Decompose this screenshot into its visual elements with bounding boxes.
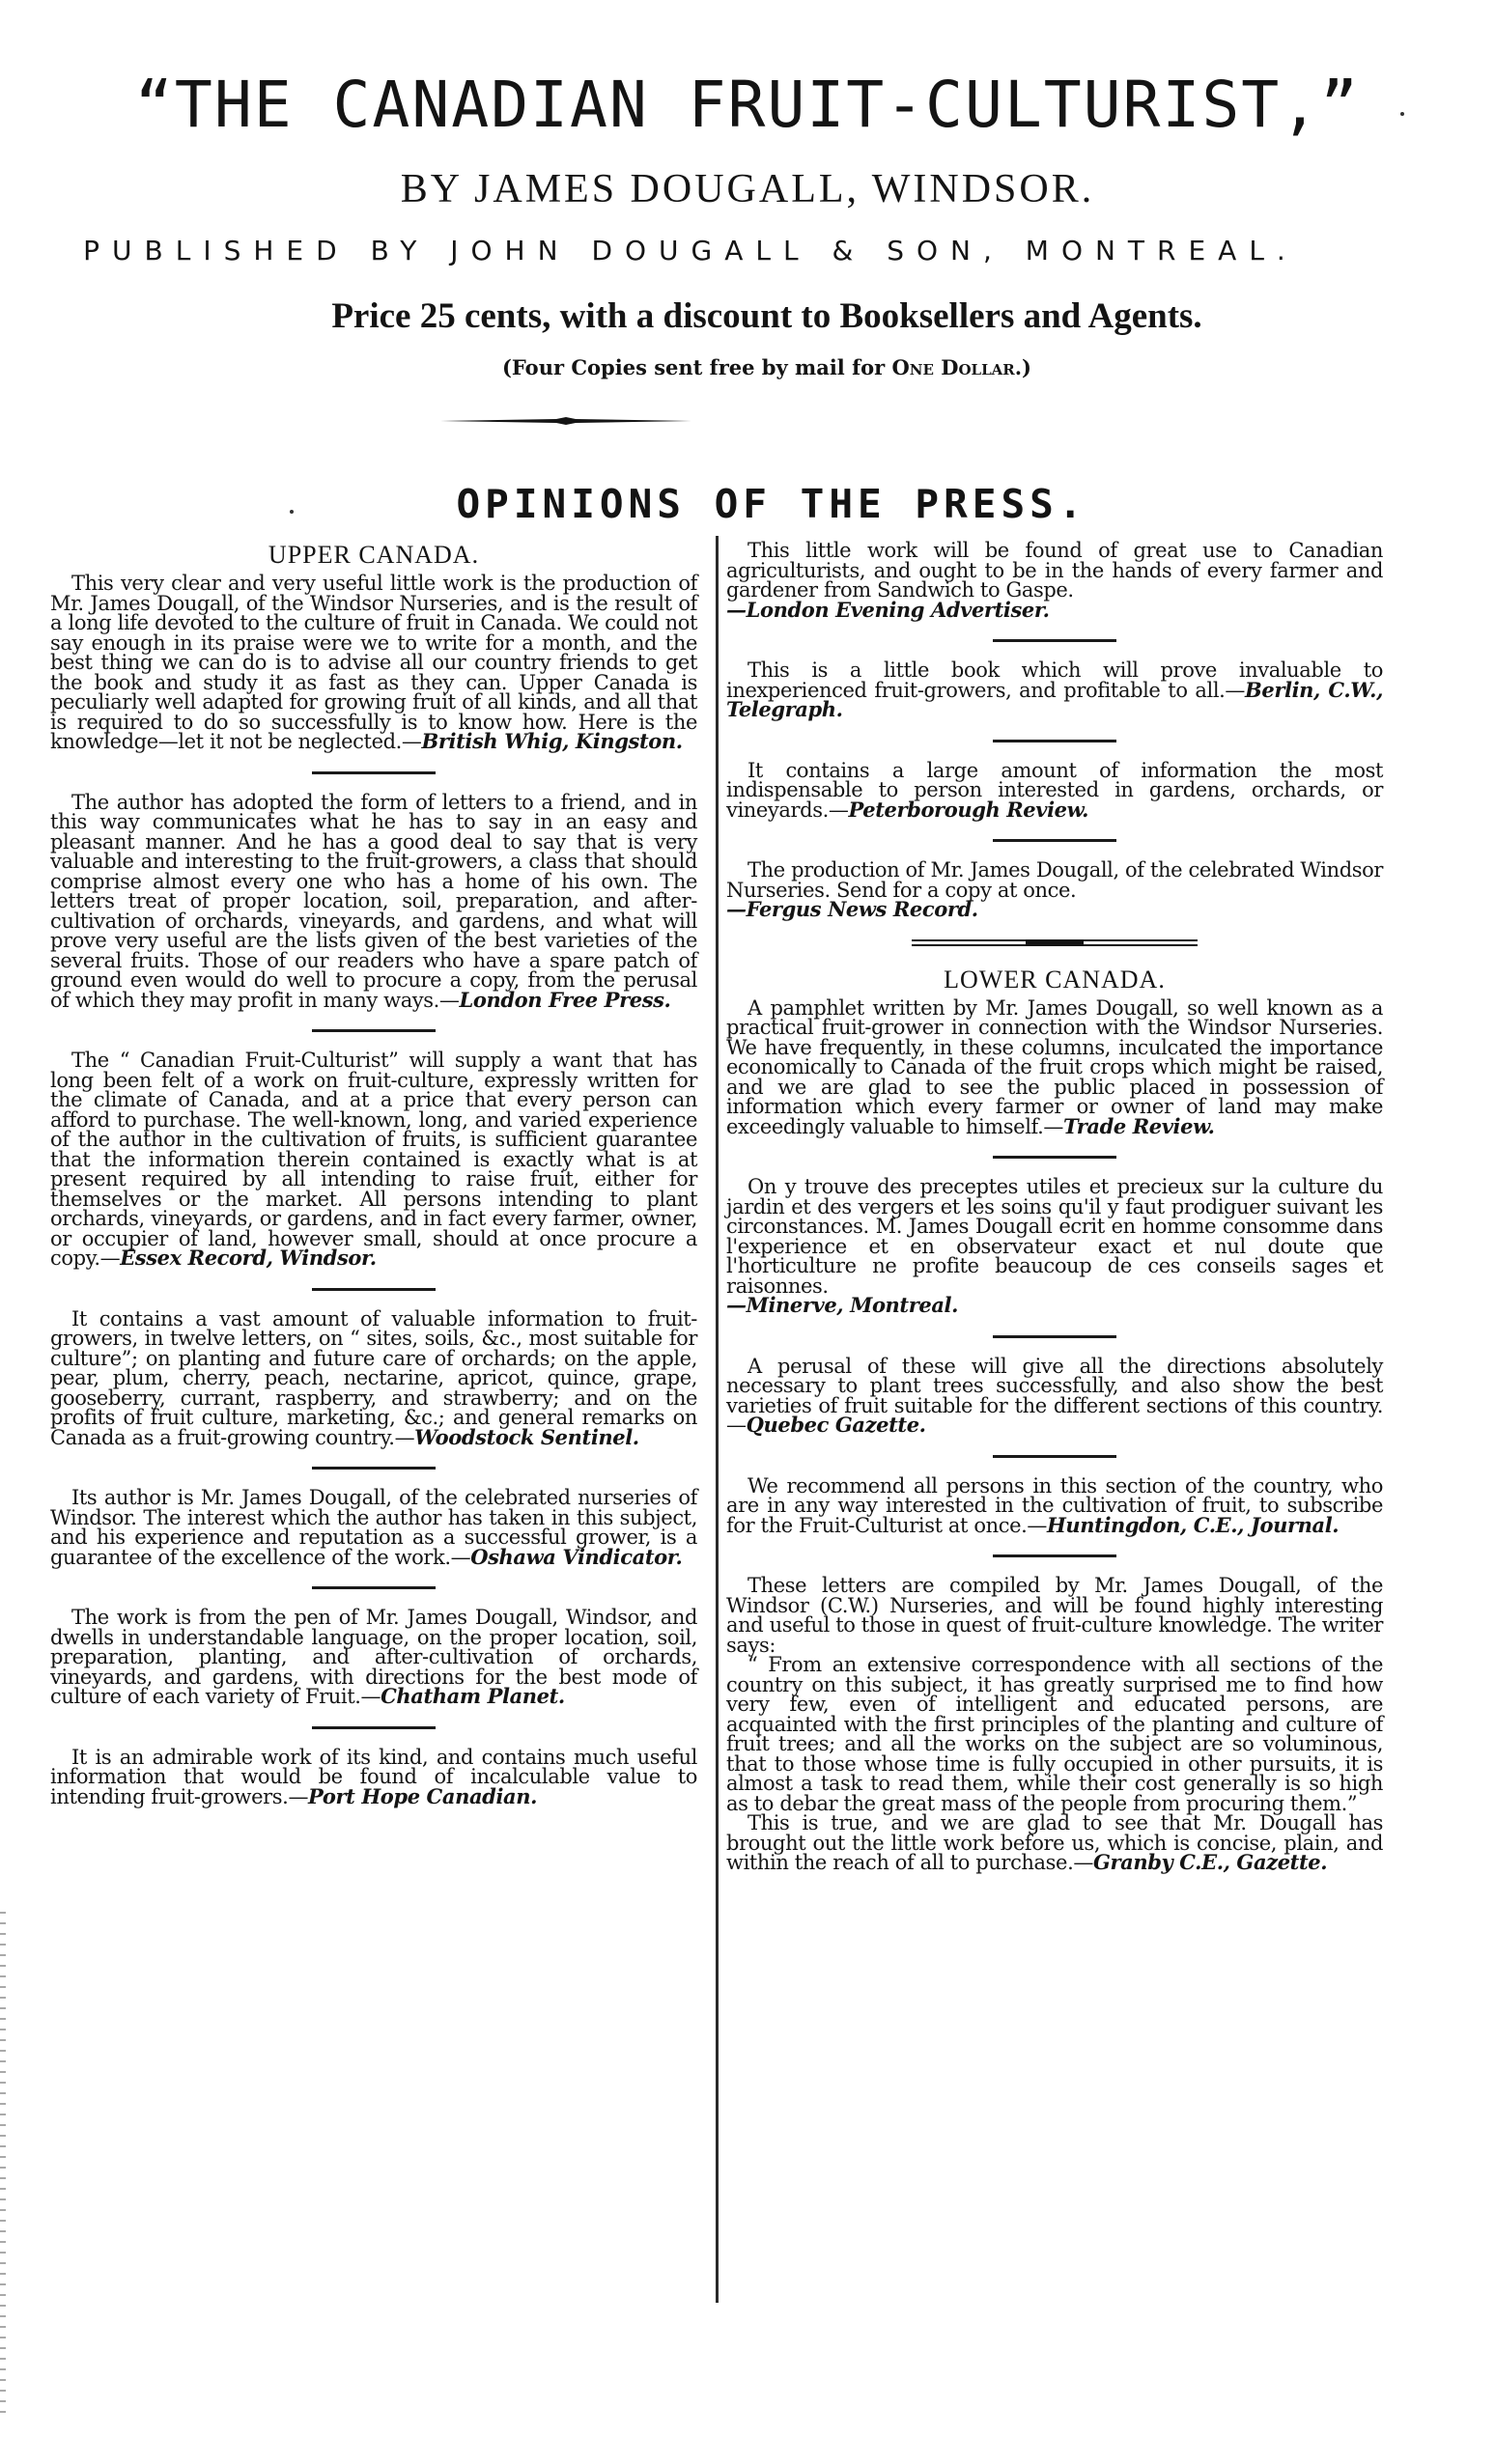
- section-divider: [912, 939, 1198, 946]
- review-source: —Fergus News Record.: [726, 897, 978, 921]
- review-text: The “ Canadian Fruit-Culturist” will supply a want that has long been felt of a work on fruit-culture, expressly written for the climate of Canada, and at a price that every person can afford to purchase. The well-known, long, and varied experience of the author in the cultivation of fruits, is sufficient guarantee that the information therein contained is exactly what is at present required by all intending to raise fruit, either for themselves or the market. All persons intending to plant orchards, vineyards, or gardens, and in fact every farmer, owner, or occupier of land, however small, should at once procure a copy.—: [50, 1049, 697, 1270]
- review-source: Huntingdon, C.E., Journal.: [1046, 1512, 1340, 1537]
- copies-suffix: .): [1014, 355, 1031, 379]
- price-line: Price 25 cents, with a discount to Booksellers and Agents.: [331, 296, 1202, 336]
- review-source: London Free Press.: [459, 987, 671, 1012]
- divider: [312, 1726, 436, 1729]
- review-text: This is a little book which will prove invaluable to inexperienced fruit-growers, and profitable to all.—: [726, 658, 1383, 702]
- review-text: On y trouve des preceptes utiles et precieux sur la culture du jardin et des vergers et les soins qu'il y faut prodiguer suivant les circonstances. M. James Dougall ecrit en homme consomme dans l'experience et en observateur exact et nul doute que l'horticulture ne profite beaucoup de ces conseils sages et raisonnes.: [726, 1175, 1383, 1298]
- author-byline: BY JAMES DOUGALL, WINDSOR.: [400, 167, 1095, 211]
- review-source: Oshawa Vindicator.: [470, 1544, 683, 1569]
- copies-amount: One Dollar: [891, 355, 1015, 379]
- review-text: This is true, and we are glad to see that Mr. Dougall has brought out the little work before us, which is concise, plain, and within the reach of all to purchase.—: [726, 1811, 1383, 1874]
- divider: [312, 1029, 436, 1032]
- ink-speck: [1400, 112, 1404, 116]
- divider: [312, 1467, 436, 1470]
- divider: [312, 1288, 436, 1291]
- review-oshawa-vindicator: [50, 1488, 697, 1567]
- divider: [993, 740, 1116, 742]
- review-granby-closing: [726, 1813, 1383, 1873]
- review-british-whig: [50, 574, 697, 752]
- review-text: It contains a vast amount of valuable information to fruit-growers, in twelve letters, on “ sites, soils, &c., most suitable for culture”; on planting and future care of orchards; on the apple, pear, plum, cherry, peach, nectarine, apricot, quince, grape, gooseberry, currant, raspberry, and strawberry; and on the profits of fruit culture, marketing, &c.; and general remarks on Canada as a fruit-growing country.—: [50, 1306, 697, 1449]
- copies-note: [19, 355, 1495, 379]
- review-text: The work is from the pen of Mr. James Dougall, Windsor, and dwells in understandable language, on the proper location, soil, preparation, planting, and after-cultivation of orchards, vineyards, and gardens, with directions for the best mode of culture of each variety of Fruit.—: [50, 1606, 697, 1708]
- review-text: We recommend all persons in this section of the country, who are in any way interested in the cultivation of fruit, to subscribe for the Fruit-Culturist at once.—: [726, 1473, 1383, 1537]
- section-title: OPINIONS OF THE PRESS.: [456, 481, 1087, 527]
- divider: [312, 771, 436, 774]
- review-text: It is an admirable work of its kind, and contains much useful information that would be found of incalculable value to intending fruit-growers.—: [50, 1745, 697, 1808]
- column-divider: [716, 536, 719, 2303]
- review-source: —London Evening Advertiser.: [726, 597, 1050, 622]
- divider: [993, 639, 1116, 642]
- publisher-line: PUBLISHED BY JOHN DOUGALL & SON, MONTREAL.: [83, 235, 1298, 266]
- review-text: A perusal of these will give all the directions absolutely necessary to plant trees successfully, and also show the best varieties of fruit suitable for the different sections of this country.—: [726, 1354, 1383, 1437]
- page-title: “THE CANADIAN FRUIT-CULTURIST,”: [135, 68, 1360, 142]
- review-chatham-planet: [50, 1608, 697, 1707]
- review-source: Granby C.E., Gazette.: [1092, 1850, 1328, 1874]
- divider: [993, 1335, 1116, 1338]
- upper-canada-heading: UPPER CANADA.: [268, 541, 480, 569]
- review-text: A pamphlet written by Mr. James Dougall, so well known as a practical fruit-grower in connection with the Windsor Nurseries. We have frequently, in these columns, inculcated the importance economically to Canada of the fruit crops which might be raised, and we are glad to see the public placed in possession of information which every farmer or owner of land may make exceedingly valuable to himself.—: [726, 995, 1383, 1138]
- divider: [312, 1586, 436, 1589]
- review-granby-quote: [726, 1655, 1383, 1813]
- review-text: The production of Mr. James Dougall, of the celebrated Windsor Nurseries. Send for a copy at once.: [726, 858, 1383, 902]
- review-text: It contains a large amount of information the most indispensable to person interested in gardens, orchards, or vineyards.—: [726, 758, 1383, 822]
- review-text: Its author is Mr. James Dougall, of the celebrated nurseries of Windsor. The interest which the author has taken in this subject, and his experience and reputation as a successful grower, is a guarantee of the excellence of the work.—: [50, 1486, 697, 1569]
- divider: [993, 1455, 1116, 1458]
- review-source: Quebec Gazette.: [746, 1413, 926, 1437]
- review-minerve: [726, 1177, 1383, 1316]
- review-source: British Whig, Kingston.: [421, 729, 683, 753]
- scan-edge-marks: [0, 1912, 6, 2414]
- review-source: Essex Record, Windsor.: [120, 1246, 377, 1270]
- ink-speck: [290, 510, 294, 514]
- review-london-evening-advertiser: [726, 541, 1383, 620]
- review-trade-review: [726, 995, 1383, 1138]
- review-text: The author has adopted the form of letters to a friend, and in this way communicates what he has to say in an easy and pleasant manner. And he has a good deal to say that is very valuable and interesting to the fruit-growers, a class that should comprise almost every one who has a home of his own. The letters treat of proper location, soil, preparation, and after-cultivation of orchards, vineyards, and gardens, and what will prove very useful are the lists given of the best varieties of the several fruits. Those of our readers who have a spare patch of ground even would do well to procure a copy, from the perusal of which they may profit in many ways.—: [50, 790, 697, 1012]
- review-source: Port Hope Canadian.: [308, 1783, 538, 1808]
- review-source: —Minerve, Montreal.: [726, 1293, 959, 1317]
- review-essex-record: [50, 1050, 697, 1269]
- review-woodstock-sentinel: [50, 1306, 697, 1449]
- review-source: Berlin, C.W., Telegraph.: [726, 677, 1383, 721]
- review-quebec-gazette: [726, 1354, 1383, 1437]
- review-source: Chatham Planet.: [381, 1684, 565, 1708]
- review-granby-intro: [726, 1576, 1383, 1655]
- review-text: These letters are compiled by Mr. James Dougall, of the Windsor (C.W.) Nurseries, and will be found highly interesting and useful to those in quest of fruit-culture knowledge. The writer says:: [726, 1574, 1383, 1657]
- review-text: This very clear and very useful little work is the production of Mr. James Dougall, of the Windsor Nurseries, and is the result of a long life devoted to the culture of fruit in Canada. We could not say enough in its praise were we to write for a month, and the best thing we can do is to advise all our country friends to get the book and study it as fast as they can. Upper Canada is peculiarly well adapted for growing fruit of all kinds, and all that is required to do so successfully is to know how. Here is the knowledge—let it not be neglected.—: [50, 572, 697, 753]
- review-text: This little work will be found of great use to Canadian agriculturists, and ought to be in the hands of every farmer and gardener from Sandwich to Gaspe.: [726, 539, 1383, 602]
- review-london-free-press: [50, 790, 697, 1012]
- quoted-passage: “ From an extensive correspondence with all sections of the country on this subject, it has greatly surprised me to find how very few, even of intelligent and educated persons, are acquainted with the first principles of the planting and culture of fruit trees; and all the works on the subject are so voluminous, that to those whose time is fully occupied in other pursuits, it is almost a task to read them, while their cost generally is so high as to debar the great mass of the people from procuring them.”: [726, 1653, 1383, 1815]
- review-peterborough-review: [726, 758, 1383, 822]
- review-source: Woodstock Sentinel.: [414, 1424, 639, 1449]
- review-fergus-news-record: [726, 860, 1383, 920]
- ornamental-rule: [440, 417, 691, 425]
- review-port-hope-canadian: [50, 1745, 697, 1808]
- left-column: [50, 541, 697, 1806]
- divider: [993, 839, 1116, 842]
- review-source: Peterborough Review.: [848, 797, 1089, 822]
- divider: [993, 1554, 1116, 1557]
- right-column: [726, 541, 1383, 1873]
- review-berlin-telegraph: [726, 660, 1383, 720]
- divider: [993, 1156, 1116, 1159]
- copies-prefix: (Four Copies sent free by mail for: [501, 355, 892, 379]
- review-source: Trade Review.: [1063, 1113, 1215, 1138]
- lower-canada-heading: LOWER CANADA.: [944, 965, 1166, 994]
- review-huntingdon-journal: [726, 1473, 1383, 1537]
